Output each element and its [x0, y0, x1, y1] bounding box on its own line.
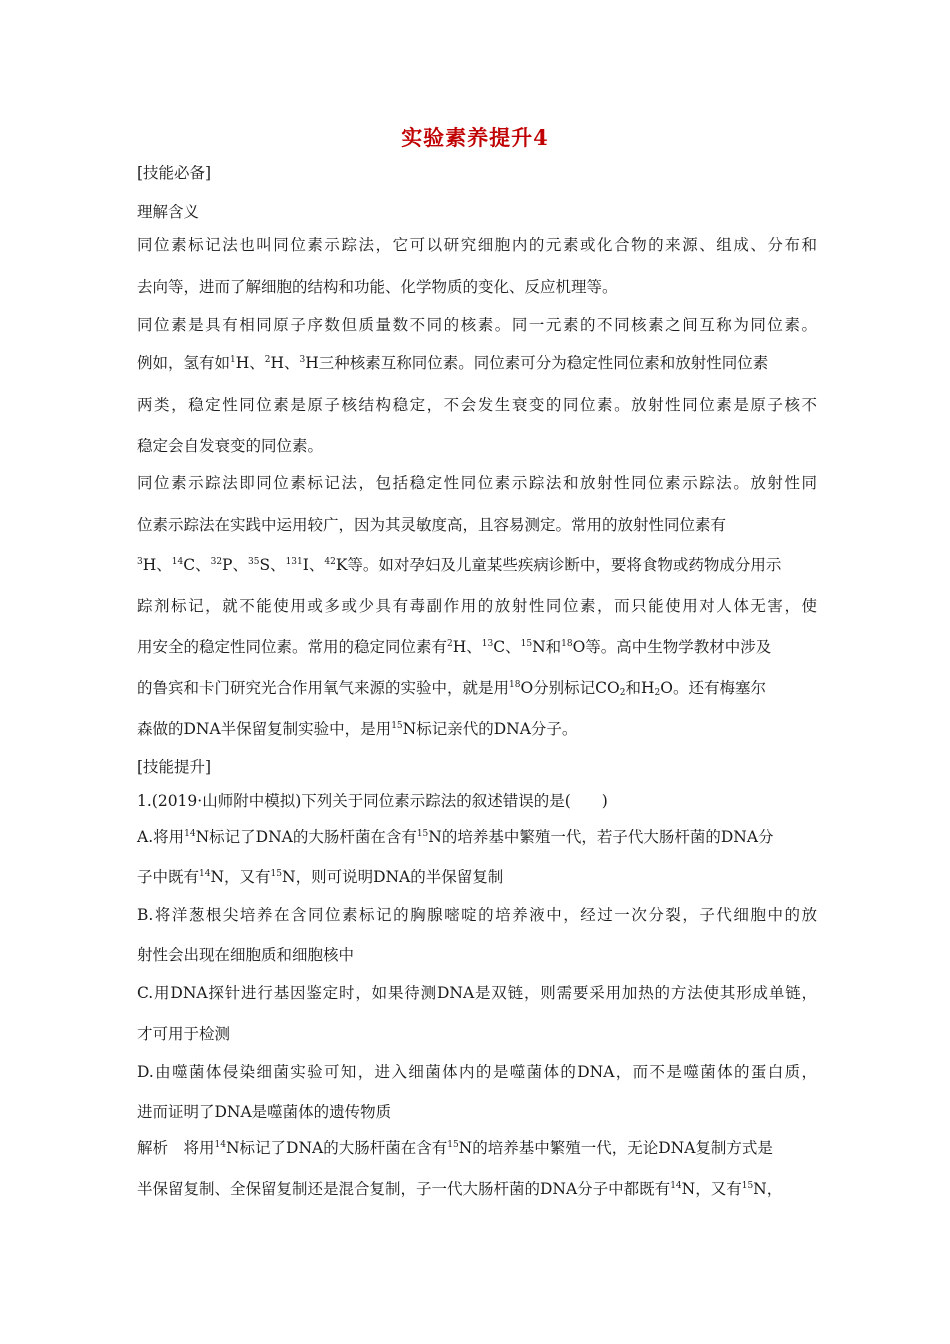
paragraph-line: 的鲁宾和卡门研究光合作用氧气来源的实验中，就是用$^{18}$O分别标记$CO_2$和$H_2O$。还有梅塞尔 [137, 679, 766, 698]
option-b-line: B.将洋葱根尖培养在含同位素标记的胸腺嘧啶的培养液中，经过一次分裂，子代细胞中的放 [137, 906, 817, 924]
explanation-line: 解析 将用$^{14}$N标记了DNA的大肠杆菌在含有$^{15}$N的培养基中繁殖一代，无论DNA复制方式是 [137, 1139, 773, 1157]
question-stem: 1.(2019·山师附中模拟)下列关于同位素示踪法的叙述错误的是( ) [137, 792, 608, 810]
paragraph-line: 去向等，进而了解细胞的结构和功能、化学物质的变化、反应机理等。 [137, 278, 618, 296]
paragraph-line: 同位素是具有相同原子序数但质量数不同的核素。同一元素的不同核素之间互称为同位素。 [137, 316, 817, 334]
option-c-line: C.用DNA探针进行基因鉴定时，如果待测DNA是双链，则需要采用加热的方法使其形成单链， [137, 984, 817, 1002]
paragraph-line: 位素示踪法在实践中运用较广，因为其灵敏度高，且容易测定。常用的放射性同位素有 [137, 516, 727, 534]
paragraph-line: 同位素标记法也叫同位素示踪法，它可以研究细胞内的元素或化合物的来源、组成、分布和 [137, 236, 817, 254]
subheading-understand-meaning: 理解含义 [137, 203, 200, 221]
paragraph-line: 森做的DNA半保留复制实验中，是用$^{15}$N标记亲代的DNA分子。 [137, 720, 578, 738]
option-a-line: A.将用$^{14}$N标记了DNA的大肠杆菌在含有$^{15}$N的培养基中繁殖一代，若子代大肠杆菌的DNA分 [137, 828, 774, 846]
paragraph-line: 例如，氢有如$^1$H、$^2$H、$^3$H三种核素互称同位素。同位素可分为稳定性同位素和放射性同位素 [137, 354, 769, 372]
option-a-line: 子中既有$^{14}$N，又有$^{15}$N，则可说明DNA的半保留复制 [137, 868, 504, 886]
section-heading-skill-improve: [技能提升] [137, 758, 212, 776]
page-title: 实验素养提升4 [401, 125, 549, 150]
paragraph-line: 踪剂标记，就不能使用或多或少具有毒副作用的放射性同位素，而只能使用对人体无害，使 [137, 597, 817, 615]
paragraph-line: 用安全的稳定性同位素。常用的稳定同位素有$^2$H、$^{13}$C、$^{15}$N和$^{18}$O等。高中生物学教材中涉及 [137, 638, 772, 656]
option-c-line: 才可用于检测 [137, 1025, 231, 1043]
explanation-line: 半保留复制、全保留复制还是混合复制，子一代大肠杆菌的DNA分子中都既有$^{14}$N，又有$^{15}$N， [137, 1180, 783, 1198]
paragraph-line: $^3$H、$^{14}$C、$^{32}$P、$^{35}$S、$^{131}$I、$^{42}$K等。如对孕妇及儿童某些疾病诊断中，要将食物或药物成分用示 [137, 556, 782, 574]
option-d-line: D.由噬菌体侵染细菌实验可知，进入细菌体内的是噬菌体的DNA，而不是噬菌体的蛋白质， [137, 1063, 817, 1081]
paragraph-line: 两类，稳定性同位素是原子核结构稳定，不会发生衰变的同位素。放射性同位素是原子核不 [137, 396, 817, 414]
section-heading-skill-required: [技能必备] [137, 164, 212, 182]
option-d-line: 进而证明了DNA是噬菌体的遗传物质 [137, 1103, 392, 1121]
paragraph-line: 稳定会自发衰变的同位素。 [137, 437, 324, 455]
option-b-line: 射性会出现在细胞质和细胞核中 [137, 946, 355, 964]
paragraph-line: 同位素示踪法即同位素标记法，包括稳定性同位素示踪法和放射性同位素示踪法。放射性同 [137, 474, 817, 492]
